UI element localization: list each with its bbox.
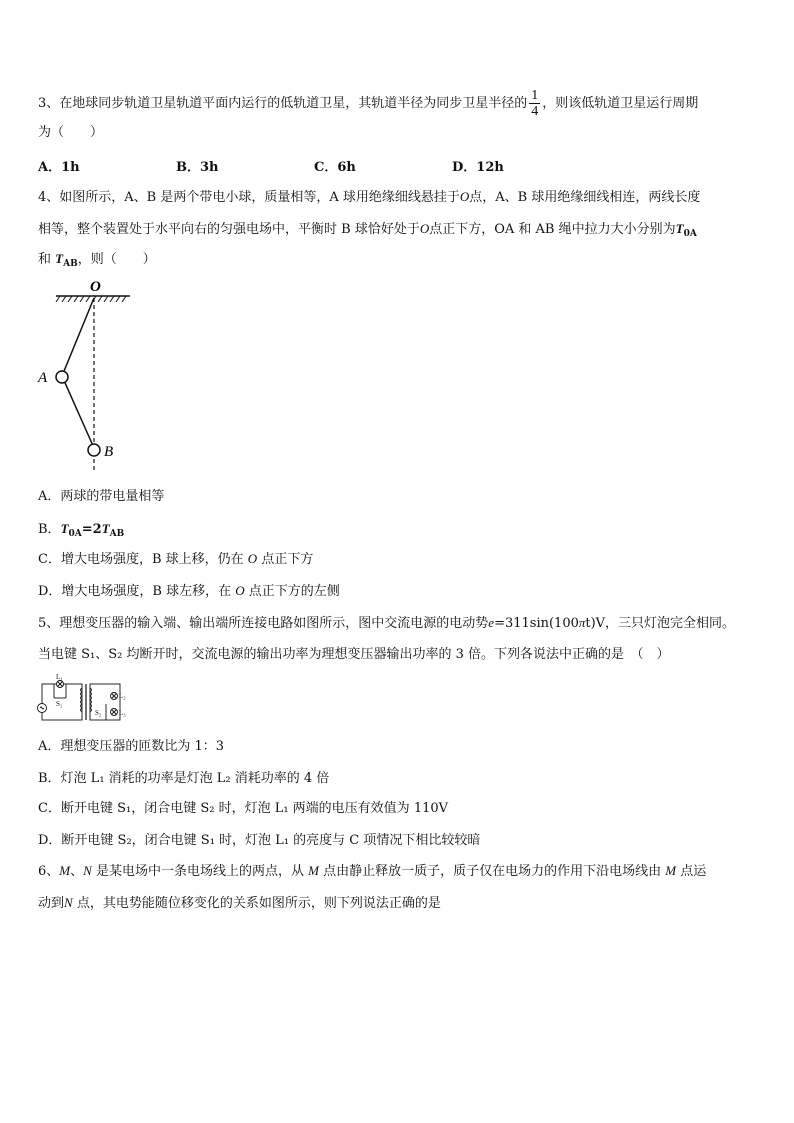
q4-line3: 和 $T_{AB}$，则（ ）	[38, 251, 156, 269]
transformer-circuit-figure	[36, 674, 132, 726]
q5-line1: 5、理想变压器的输入端、输出端所连接电路如图所示，图中交流电源的电动势e=311sin(100πt)V，三只灯泡完全相同。	[38, 615, 736, 631]
q3-option-c[interactable]: C．6h	[314, 160, 356, 175]
q4-option-b[interactable]: B．$T_{0A}=2T_{AB}$	[38, 521, 125, 539]
q6-line2: 动到N 点，其电势能随位移变化的关系如图所示，则下列说法正确的是	[38, 895, 441, 911]
q3-line1	[38, 88, 698, 119]
label-l3: L₃	[119, 709, 126, 717]
q4-option-a[interactable]: A．两球的带电量相等	[38, 489, 165, 504]
label-b: B	[104, 444, 114, 460]
pendulum-figure	[34, 276, 144, 476]
q6-line1: 6、M、N 是某电场中一条电场线上的两点，从 M 点由静止释放一质子，质子仅在电场力的作用下沿电场线由 M 点运	[38, 863, 707, 879]
label-a: A	[38, 370, 48, 386]
label-o: O	[90, 279, 101, 295]
q4-line2: 相等，整个装置处于水平向右的匀强电场中，平衡时 B 球恰好处于O点正下方，OA 和 AB 绳中拉力大小分别为$T_{0A}$	[38, 221, 697, 239]
q3-option-b[interactable]: B．3h	[176, 160, 219, 175]
q3-option-a[interactable]: A．1h	[38, 160, 80, 175]
ball-a	[56, 371, 68, 383]
q4-option-c[interactable]: C．增大电场强度，B 球上移，仍在 O 点正下方	[38, 551, 314, 567]
q4-option-d[interactable]: D．增大电场强度，B 球左移，在 O 点正下方的左侧	[38, 583, 340, 599]
q5-option-a[interactable]: A．理想变压器的匝数比为 1：3	[38, 739, 225, 754]
q3-text-after: ，则该低轨道卫星运行周期	[542, 96, 699, 111]
q3-option-d[interactable]: D．12h	[452, 160, 504, 175]
fraction-one-quarter: $\frac{1}{4}$	[531, 88, 539, 119]
q5-line2: 当电键 S₁、S₂ 均断开时，交流电源的输出功率为理想变压器输出功率的 3 倍。下列各说法中正确的是 （ ）	[38, 647, 670, 662]
ball-b	[88, 444, 100, 456]
q5-option-c[interactable]: C．断开电键 S₁，闭合电键 S₂ 时，灯泡 L₁ 两端的电压有效值为 110V	[38, 801, 449, 816]
label-s1: S₁	[56, 700, 63, 708]
label-l1: L₁	[56, 674, 63, 681]
label-s2: S₂	[95, 709, 102, 717]
q4-line1: 4、如图所示，A、B 是两个带电小球，质量相等，A 球用绝缘细线悬挂于O点，A、B 球用绝缘细线相连，两线长度	[38, 189, 701, 205]
q3-line2: 为（ ）	[38, 125, 104, 140]
label-l2: L₂	[119, 692, 126, 700]
q5-option-b[interactable]: B．灯泡 L₁ 消耗的功率是灯泡 L₂ 消耗功率的 4 倍	[38, 771, 330, 786]
q3-text: 3、在地球同步轨道卫星轨道平面内运行的低轨道卫星，其轨道半径为同步卫星半径的	[38, 96, 528, 111]
q5-option-d[interactable]: D．断开电键 S₂，闭合电键 S₁ 时，灯泡 L₁ 的亮度与 C 项情况下相比较较暗	[38, 833, 481, 848]
